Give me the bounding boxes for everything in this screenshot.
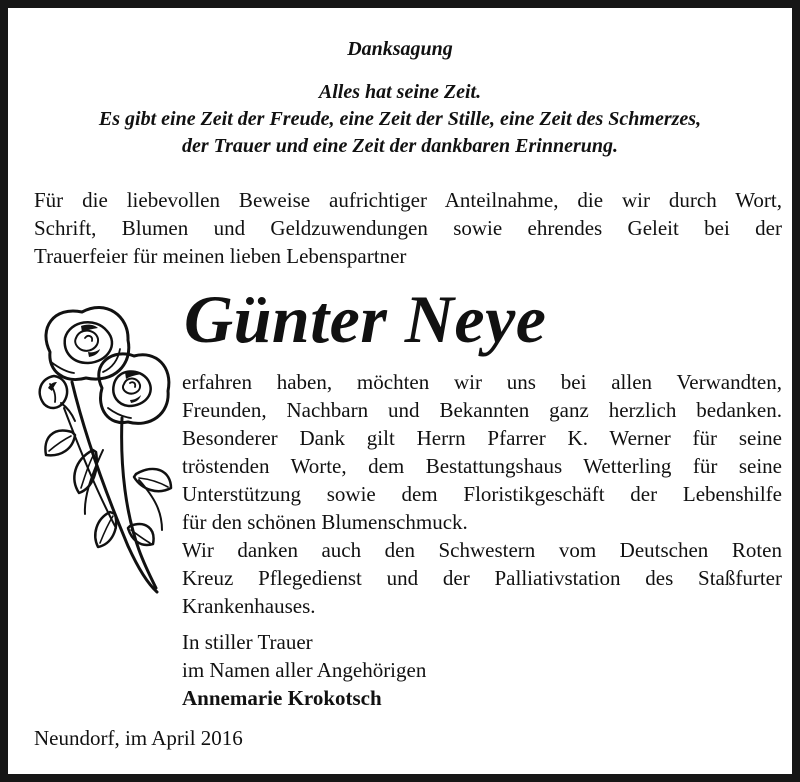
lead-line: Für die liebevollen Beweise aufrichtiger Anteilnahme, die wir durch Wort,: [34, 188, 782, 212]
body-line: Wir danken auch den Schwestern vom Deutschen Roten: [182, 538, 782, 562]
closing-line: In stiller Trauer: [182, 630, 313, 654]
body-line: Freunden, Nachbarn und Bekannten ganz herzlich bedanken.: [182, 398, 782, 422]
lead-paragraph: [34, 186, 782, 270]
place-date: Neundorf, im April 2016: [34, 726, 243, 750]
body-line: Kreuz Pflegedienst und der Palliativstation des Staßfurter: [182, 566, 782, 590]
deceased-name: Günter Neye: [184, 281, 547, 357]
body-line: Krankenhauses.: [182, 594, 316, 618]
lead-line: Schrift, Blumen und Geldzuwendungen sowie ehrendes Geleit bei der: [34, 216, 782, 240]
thank-you-paragraph: [182, 368, 782, 620]
motto-line: der Trauer und eine Zeit der dankbaren Erinnerung.: [182, 135, 618, 157]
motto: [24, 79, 776, 160]
body-line: Besonderer Dank gilt Herrn Pfarrer K. Werner für seine: [182, 426, 782, 450]
body-line: Unterstützung sowie dem Floristikgeschäft der Lebenshilfe: [182, 482, 782, 506]
signature-block: [182, 628, 426, 712]
body-line: für den schönen Blumenschmuck.: [182, 510, 468, 534]
notice-heading: Danksagung: [347, 38, 453, 60]
signer-name: Annemarie Krokotsch: [182, 686, 382, 710]
rose-bouquet-icon: [30, 300, 176, 598]
lead-line: Trauerfeier für meinen lieben Lebenspartner: [34, 244, 407, 268]
notice-header: [24, 36, 776, 160]
closing-line: im Namen aller Angehörigen: [182, 658, 427, 682]
body-line: erfahren haben, möchten wir uns bei allen Verwandten,: [182, 370, 782, 394]
motto-line: Alles hat seine Zeit.: [318, 81, 482, 103]
body-line: tröstenden Worte, dem Bestattungshaus Wetterling für seine: [182, 454, 782, 478]
motto-line: Es gibt eine Zeit der Freude, eine Zeit der Stille, eine Zeit des Schmerzes,: [98, 108, 702, 130]
